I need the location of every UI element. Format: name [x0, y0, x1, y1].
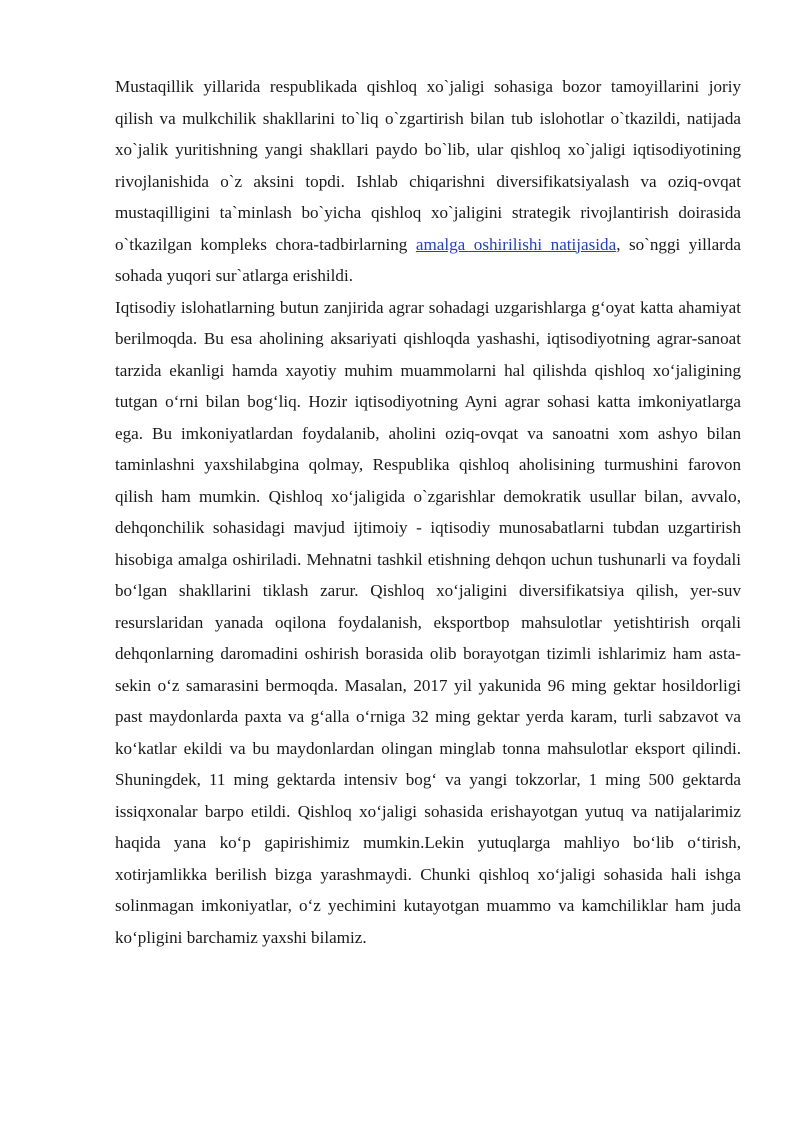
paragraph-1 — [115, 71, 741, 292]
paragraph-1-text: Mustaqillik yillarida respublikada qishloq xo`jaligi sohasiga bozor tamoyillarini joriy qilish va mulkchilik shakllarini to`liq o`zgartirish bilan tub islohotlar o`tkazildi, natijada xo`jalik yuritishning yangi shakllari paydo bo`lib, ular qishloq xo`jaligi iqtisodiyotining rivojlanishida o`z aksini topdi. Ishlab chiqarishni diversifikatsiyalash va oziq-ovqat mustaqilligini ta`minlash bo`yicha qishloq xo`jaligini strategik rivojlantirish doirasida o`tkazilgan kompleks chora-tadbirlarning — [115, 77, 741, 254]
inline-link[interactable]: amalga oshirilishi natijasida — [415, 234, 617, 254]
document-page — [115, 71, 741, 953]
paragraph-2: Iqtisodiy islohatlarning butun zanjirida agrar sohadagi uzgarishlarga g‘oyat katta ahamiyat berilmoqda. Bu esa aholining aksariyati qishloqda yashashi, iqtisodiyotning agrar-sanoat tarzida ekanligi hamda xayotiy muhim muammolarni hal qilishda qishloq xo‘jaligining tutgan o‘rni bilan bog‘liq. Hozir iqtisodiyotning Ayni agrar sohasi katta imkoniyatlarga ega. Bu imkoniyatlardan foydalanib, aholini oziq-ovqat va sanoatni xom ashyo bilan taminlashni yaxshilabgina qolmay, Respublika qishloq aholisining turmushini farovon qilish ham mumkin. Qishloq xo‘jaligida o`zgarishlar demokratik usullar bilan, avvalo, dehqonchilik sohasidagi mavjud ijtimoiy - iqtisodiy munosabatlarni tubdan uzgartirish hisobiga amalga oshiriladi. Mehnatni tashkil etishning dehqon uchun tushunarli va foydali bo‘lgan shakllarini tiklash zarur. Qishloq xo‘jaligini diversifikatsiya qilish, yer-suv resurslaridan yanada oqilona foydalanish, eksportbop mahsulotlar yetishtirish orqali dehqonlarning daromadini oshirish borasida olib borayotgan tizimli ishlarimiz ham asta-sekin o‘z samarasini bermoqda. Masalan, 2017 yil yakunida 96 ming gektar hosildorligi past maydonlarda paxta va g‘alla o‘rniga 32 ming gektar yerda karam, turli sabzavot va ko‘katlar ekildi va bu maydonlardan olingan minglab tonna mahsulotlar eksport qilindi. Shuningdek, 11 ming gektarda intensiv bog‘ va yangi tokzorlar, 1 ming 500 gektarda issiqxonalar barpo etildi. Qishloq xo‘jaligi sohasida erishayotgan yutuq va natijalarimiz haqida yana ko‘p gapirishimiz mumkin.Lekin yutuqlarga mahliyo bo‘lib o‘tirish, xotirjamlikka berilish bizga yarashmaydi. Chunki qishloq xo‘jaligi sohasida hali ishga solinmagan imkoniyatlar, o‘z yechimini kutayotgan muammo va kamchiliklar ham juda ko‘pligini barchamiz yaxshi bilamiz. — [115, 297, 741, 947]
paragraph-1-text-end: , so`nggi yillarda sohada yuqori sur`atlarga erishildi. — [115, 234, 742, 285]
